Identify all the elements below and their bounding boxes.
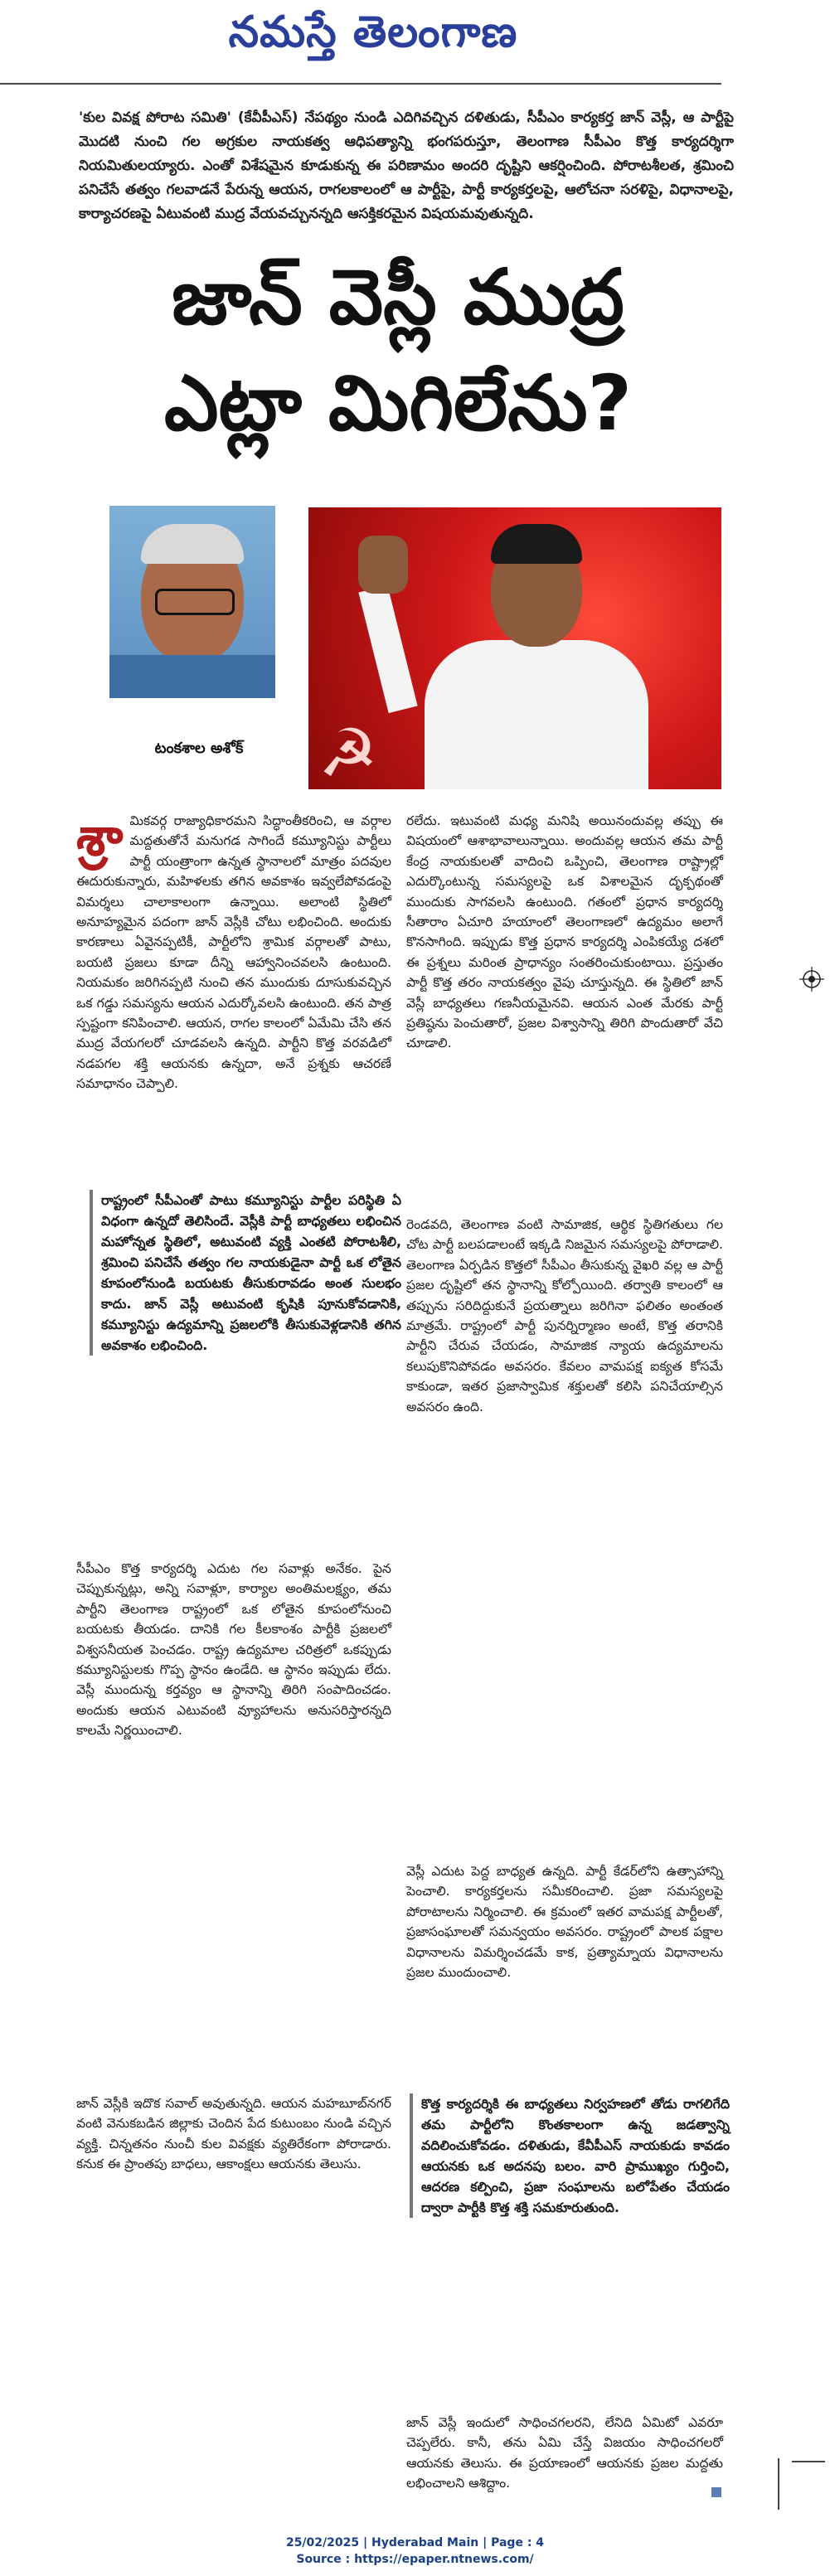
subject-hair xyxy=(491,524,582,564)
body-text: జాన్ వెస్లీకి ఇదొక సవాల్ అవుతున్నది. ఆయన మహబూబ్‌నగర్ వంటి వెనుకబడిన జిల్లాకు చెందిన పేద కుటుంబం నుండి వచ్చిన వ్యక్తి. చిన్నతనం నుంచీ కుల వివక్షకు వ్యతిరేకంగా పోరాడారు. కనుక ఈ ప్రాంతపు బాధలు, ఆకాంక్షలు ఆయనకు తెలుసు. xyxy=(76,2096,391,2172)
newspaper-title: నమస్తే తెలంగాణ xyxy=(228,7,518,57)
drop-cap: శ్రా xyxy=(76,807,124,868)
footer-date: 25/02/2025 xyxy=(285,2536,360,2549)
body-column-left-2 xyxy=(76,1559,391,1741)
crop-mark-vertical xyxy=(778,2458,779,2510)
masthead xyxy=(199,7,547,71)
crop-mark-horizontal xyxy=(792,2461,825,2462)
footer-edition: Hyderabad Main xyxy=(371,2536,479,2549)
raised-fist xyxy=(358,536,408,594)
body-column-right-4 xyxy=(406,2413,723,2494)
headline-line-1: జాన్ వెస్లీ ముద్ర xyxy=(172,253,624,342)
body-text: జాన్ వెస్లీ ఇందులో సాధించగలరని, లేనిది ఏమిటో ఎవరూ చెప్పలేరు. కానీ, తను ఏమి చేస్తే విజయం సాధించగలరో ఆయనకు తెలుసు. ఈ ప్రయాణంలో ఆయనకు ప్రజల మద్దతు లభించాలని ఆశిద్దాం. xyxy=(406,2415,723,2491)
body-text: మికవర్గ రాజ్యాధికారమని సిద్ధాంతీకరించి, ఆ వర్గాల మద్దతుతోనే మనుగడ సాగిందే కమ్యూనిస్టు పార్టీలు పార్టీ యంత్రాంగా ఉన్నత స్థానాలలో మాత్రం పదవుల ఈదురుకున్నారు, మహిళలకు తగిన అవకాశం ఇవ్వలేపోవడంపై విమర్శలు చాలాకాలంగా ఉన్నాయి. అలాంటి స్థితిలో అనూహ్యమైన పదంగా జాన్ వెస్లీకి చోటు లభించింది. అందుకు కారణాలు ఏవైనప్పటికీ, పార్టీలోని శ్రామిక వర్గాలతో పాటు, బయటి ప్రజలు కూడా దీన్ని ఆహ్వానించవలసి ఉంటుంది. నియమకం జరిగినప్పటి నుంచి తన ముందుకు దూసుకువచ్చిన ఒక గడ్డు సమస్యను ఆయన ఎదుర్కోవలసి ఉంటుంది. తన పాత్ర స్పష్టంగా కనిపించాలి. ఆయన, రాగల కాలంలో ఏమేమి చేసి తన ముద్ర వేయగలరో చూడవలసి ఉన్నది. పార్టీని కొత్త వరవడిలో నడపగల శక్తి ఆయనకు ఉన్నదా, అనే ప్రశ్నకు ఆచరణే సమాధానం చెప్పాలి. xyxy=(76,813,391,1092)
author-photo xyxy=(109,506,275,698)
raised-arm xyxy=(358,585,417,713)
body-column-right-3 xyxy=(406,1861,723,1982)
pull-quote-left: రాష్ట్రంలో సీపీఎంతో పాటు కమ్యూనిస్టు పార్టీల పరిస్థితి ఏ విధంగా ఉన్నదో తెలిసిందే. వెస్లీకి పార్టీ బాధ్యతలు లభించిన మహోన్నత స్థితిలో, అటువంటి వ్యక్తి ఎంతటి పోరాటశీలి, శ్రమించి పనిచేసే తత్వం గల నాయకుడైనా పార్టీ ఒక లోతైన కూపంలోనుండి బయటకు తీసుకురావడం అంత సులభం కాదు. జాన్ వెస్లీ అటువంటి కృషికి పూనుకోవడానికి, కమ్యూనిస్టు ఉద్యమాన్ని ప్రజలలోకి తీసుకువెళ్లడానికి తగిన అవకాశం లభించింది. xyxy=(90,1190,401,1356)
author-byline: టంకశాల అశోక్ xyxy=(154,740,244,757)
pull-quote-right: కొత్త కార్యదర్శికి ఈ బాధ్యతలు నిర్వహణలో తోడు రాగలిగేది తమ పార్టీలోని కొంతకాలంగా ఉన్న జడత్వాన్ని వదిలించుకోవడం. దళితుడు, కేవీపీఎస్ నాయకుడు కావడం ఆయనకు ఒక అదనపు బలం. వారి ప్రాముఖ్యం గుర్తించి, ఆదరణ కల్పించి, ప్రజా సంఘాలను బలోపేతం చేయడం ద్వారా పార్టీకి కొత్త శక్తి సమకూరుతుంది. xyxy=(410,2093,730,2218)
article-kicker: 'కుల వివక్ష పోరాట సమితి' (కేవీపీఎస్) నేపథ్యం నుండి ఎదిగివచ్చిన దళితుడు, సీపీఎం కార్యకర్త జాన్ వెస్లీ, ఆ పార్టీపై మొదటి నుంచి గల అగ్రకుల నాయకత్వ ఆధిపత్యాన్ని భంగపరుస్తూ, తెలంగాణ సీపీఎం కొత్త కార్యదర్శిగా నియమితులయ్యారు. ఎంతో విశేషమైన కూడుకున్న ఈ పరిణామం అందరి దృష్టిని ఆకర్షించింది. పోరాటశీలత, శ్రమించి పనిచేసే తత్వం గలవాడనే పేరున్న ఆయన, రాగలకాలంలో ఆ పార్టీపై, పార్టీ కార్యకర్తలపై, ఆలోచనా సరళిపై, విధానాలపై, కార్యాచరణపై ఏటువంటి ముద్ర వేయవచ్చునన్నది ఆసక్తికరమైన విషయమవుతున్నది. xyxy=(79,109,734,222)
body-text: సీపీఎం కొత్త కార్యదర్శి ఎదుట గల సవాళ్లు అనేకం. పైన చెప్పుకున్నట్లు, అన్ని సవాళ్లూ, కార్యాల అంతిమలక్ష్యం, తమ పార్టీని తెలంగాణ రాష్ట్రంలో ఒక లోతైన కూపంలోనుంచి బయటకు తీయడం. దానికి గల కీలకాంశం పార్టీకి ప్రజలలో విశ్వసనీయత పెంచడం. రాష్ట్ర ఉద్యమాల చరిత్రలో ఒకప్పుడు కమ్యూనిస్టులకు గొప్ప స్థానం ఉండేది. ఆ స్థానం ఇప్పుడు లేదు. వెస్లీ ముందున్న కర్తవ్యం ఆ స్థానాన్ని తిరిగి సంపాదించడం. అందుకు ఆయన ఎటువంటి వ్యూహాలను అనుసరిస్తారన్నది కాలమే నిర్ణయించాలి. xyxy=(76,1561,391,1739)
footer-source-line xyxy=(0,2551,830,2568)
body-text: రెండవది, తెలంగాణ వంటి సామాజిక, ఆర్థిక స్థితిగతులు గల చోట పార్టీ బలపడాలంటే ఇక్కడి నిజమైన సమస్యలపై పోరాడాలి. తెలంగాణ ఏర్పడిన కొత్తలో సీపీఎం తీసుకున్న వైఖరి వల్ల ఆ పార్టీ ప్రజల దృష్టిలో తన స్థానాన్ని కోల్పోయింది. తర్వాతి కాలంలో ఆ తప్పును సరిదిద్దుకునే ప్రయత్నాలు జరిగినా ఫలితం అంతంత మాత్రమే. రాష్ట్రంలో పార్టీ పునర్నిర్మాణం అంటే, కొత్త తరానికి పార్టీని చేరువ చేయడం, సామాజిక న్యాయ ఉద్యమాలను కలుపుకొనిపోవడం అవసరం. కేవలం వామపక్ష ఐక్యత కోసమే కాకుండా, ఇతర ప్రజాస్వామిక శక్తులతో కలిసి పనిచేయాల్సిన అవసరం ఉంది. xyxy=(406,1217,723,1414)
footer-source-link[interactable]: https://epaper.ntnews.com/ xyxy=(354,2553,534,2566)
article-end-mark xyxy=(711,2487,721,2497)
body-text: వెస్లీ ఎదుట పెద్ద బాధ్యత ఉన్నది. పార్టీ కేడర్‌లోని ఉత్సాహాన్ని పెంచాలి. కార్యకర్తలను సమీకరించాలి. ప్రజా సమస్యలపై పోరాటాలను నిర్మించాలి. ఈ క్రమంలో ఇతర వామపక్ష పార్టీలతో, ప్రజాసంఘాలతో సమన్వయం అవసరం. రాష్ట్రంలో పాలక పక్షాల విధానాలను విమర్శించడమే కాక, ప్రత్యామ్నాయ విధానాలను ప్రజల ముందుంచాలి. xyxy=(406,1864,723,1981)
registration-mark-icon xyxy=(799,967,824,992)
hero-photo xyxy=(308,507,721,789)
footer-edition-line: 25/02/2025 | Hyderabad Main | Page : 4 xyxy=(285,2536,545,2549)
article-headline xyxy=(50,245,746,457)
author-shirt xyxy=(109,655,275,698)
hammer-sickle-icon: ☭ xyxy=(318,715,378,789)
author-hair xyxy=(141,524,244,564)
page-footer xyxy=(0,2535,830,2568)
body-column-left-3 xyxy=(76,2093,391,2175)
author-glasses xyxy=(155,589,235,615)
body-column-right-1 xyxy=(406,811,723,1054)
footer-page: Page : 4 xyxy=(491,2536,545,2549)
headline-line-2: ఎట్లా మిగిలేను? xyxy=(164,359,632,448)
footer-source-label: Source : xyxy=(296,2553,351,2566)
body-column-right-2 xyxy=(406,1215,723,1417)
masthead-rule xyxy=(0,83,721,85)
body-text: రలేదు. ఇటువంటి మధ్య మనిషి అయినందువల్ల తప్పు ఈ విషయంలో ఆశాభావాలున్నాయి. అందువల్ల ఆయన తమ పార్టీ కేంద్ర నాయకులతో వాదించి ఒప్పించి, తెలంగాణ రాష్ట్రాల్లో ఎదుర్కొంటున్న సమస్యలపై ఒక విశాలమైన దృక్పథంతో ముందుకు సాగవలసి ఉంటుంది. గతంలో ప్రధాన కార్యదర్శి సీతారాం ఏచూరి హయాంలో తెలంగాణలో ఉద్యమం అలాగే కొనసాగింది. ఇప్పుడు కొత్త ప్రధాన కార్యదర్శి ఎంపికయ్యే దశలో ఈ ప్రశ్నలు మరింత ప్రాధాన్యం సంతరించుకుంటాయి. ప్రస్తుతం పార్టీ కొత్త తరం నాయకత్వం వైపు చూస్తున్నది. ఈ స్థితిలో జాన్ వెస్లీ బాధ్యతలు గణనీయమైనవి. ఆయన ఎంత మేరకు పార్టీ ప్రతిష్ఠను పెంచుతారో, ప్రజల విశ్వాసాన్ని తిరిగి పొందుతారో వేచి చూడాలి. xyxy=(406,813,723,1051)
body-column-left-1 xyxy=(76,807,391,1094)
subject-shirt xyxy=(425,640,648,789)
